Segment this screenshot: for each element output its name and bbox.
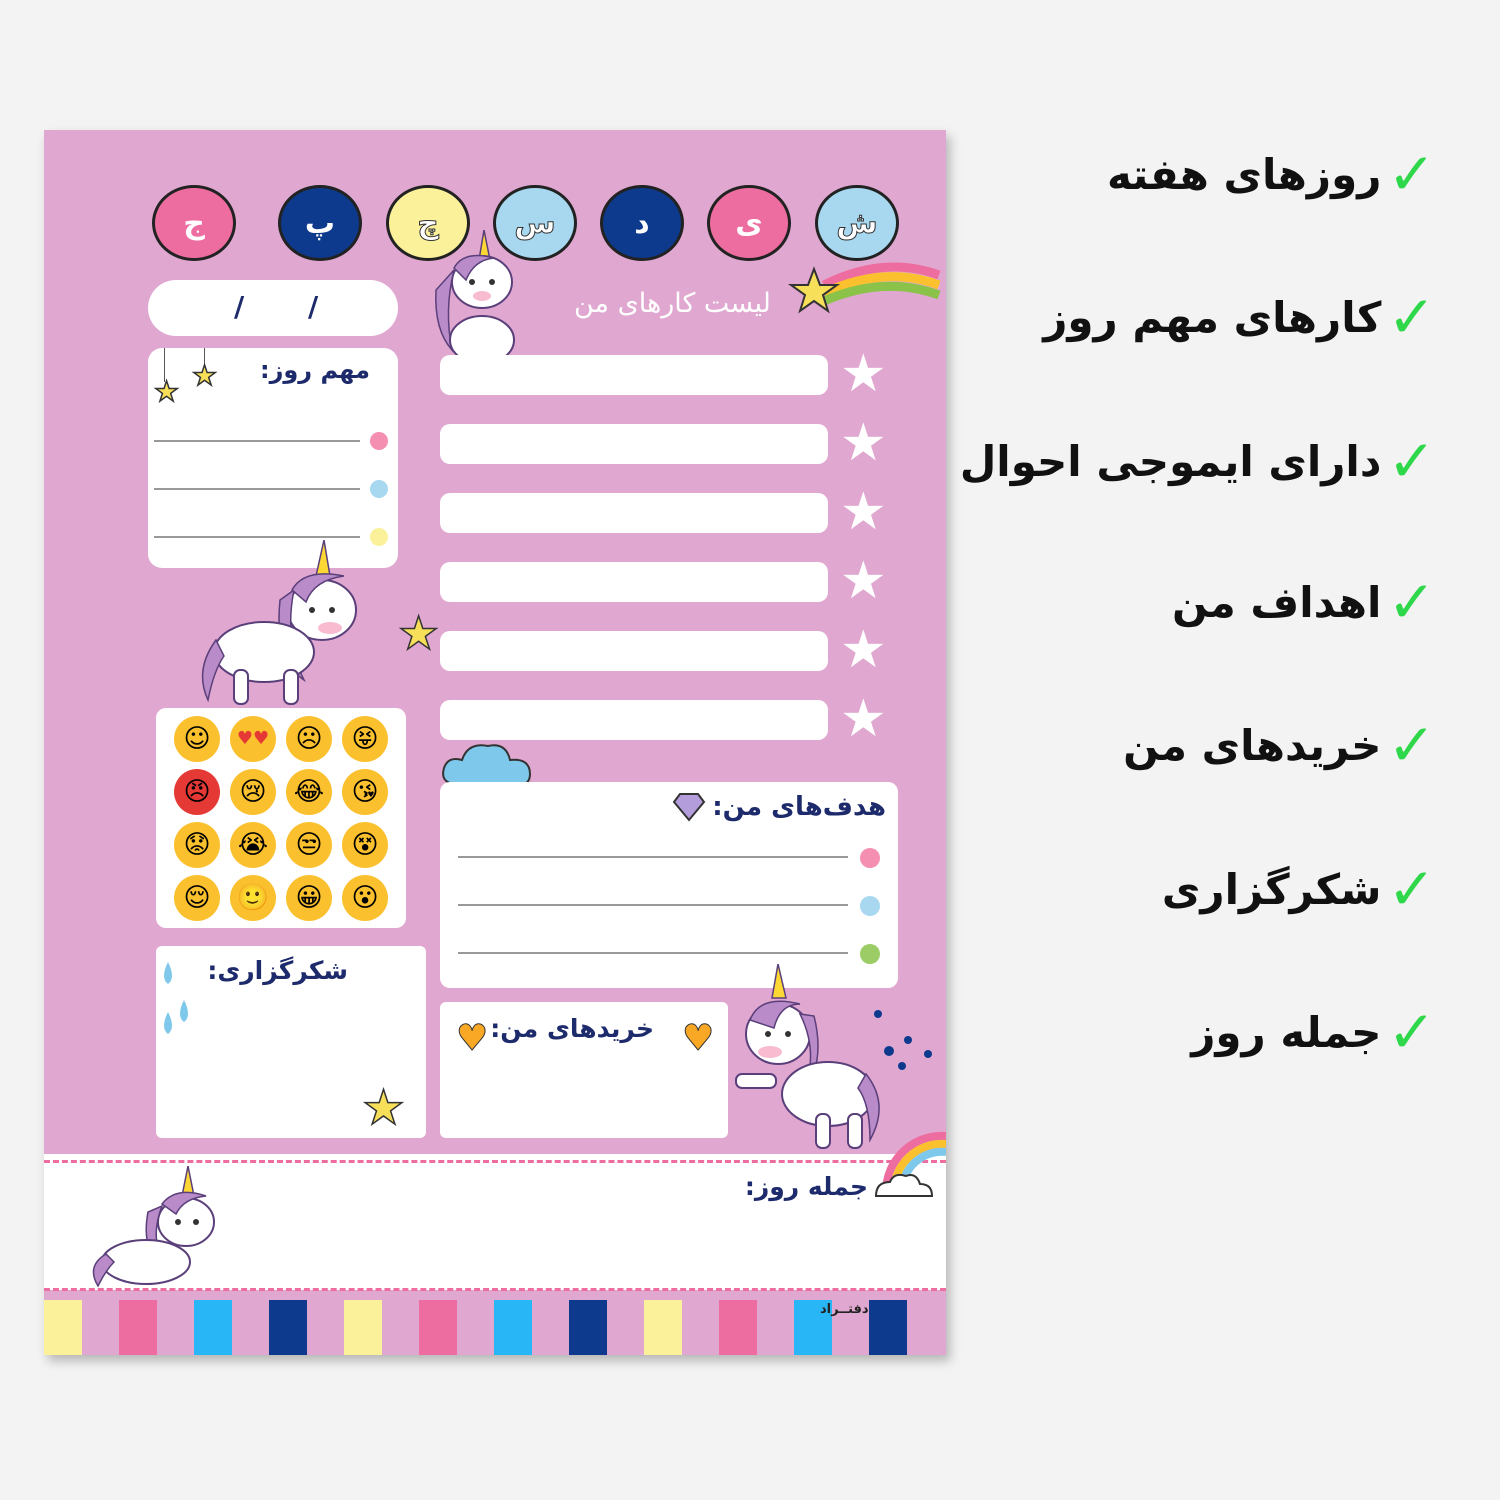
dashed-divider [44,1160,946,1163]
write-line[interactable] [154,488,360,490]
star-icon: ★ [398,606,440,660]
day-label: ی [735,205,763,241]
unicorn-illustration [730,964,890,1154]
color-stripe [644,1300,682,1355]
relieved-emoji-icon[interactable]: 😌 [174,875,220,921]
checkmark-icon: ✓ [1387,568,1436,636]
star-icon: ★ [154,375,180,408]
day-label: س [514,205,556,241]
feature-label: کارهای مهم روز [1043,292,1382,342]
star-icon: ★ [192,359,218,392]
heart-eyes-emoji-icon[interactable]: ♥♥ [230,716,276,762]
unicorn-illustration [92,1166,222,1290]
checkmark-icon: ✓ [1387,998,1436,1066]
gratitude-title: شکرگزاری: [207,956,348,985]
quote-title: جمله روز: [744,1172,868,1201]
color-stripe [269,1300,307,1355]
feature-label: خریدهای من [1123,720,1382,770]
date-separator: / [234,290,245,323]
goals-box [440,782,898,988]
rainbow-icon [872,1122,946,1198]
feature-label: جمله روز [1191,1007,1382,1057]
day-circle-mon[interactable] [600,185,684,261]
task-field-6[interactable] [440,700,828,740]
worried-emoji-icon[interactable]: 😟 [174,822,220,868]
bullet-dot [860,944,880,964]
checkmark-icon: ✓ [1387,427,1436,495]
feature-label: شکرگزاری [1161,864,1382,914]
feature-item [1123,711,1436,779]
diamond-icon [672,788,706,822]
day-label: ش [836,205,878,241]
bullet-dot [860,896,880,916]
star-icon: ★ [362,1080,406,1136]
color-stripe [194,1300,232,1355]
tasks-title: لیست کارهای من [574,288,771,319]
write-line[interactable] [458,856,848,858]
date-field[interactable] [148,280,398,336]
shooting-star-icon [784,255,944,325]
checkmark-icon: ✓ [1387,711,1436,779]
unamused-emoji-icon[interactable]: 😒 [286,822,332,868]
task-field-2[interactable] [440,424,828,464]
task-field-5[interactable] [440,631,828,671]
feature-label: دارای ایموجی احوال [959,436,1382,486]
star-icon: ★ [840,344,887,404]
color-stripe [44,1300,82,1355]
star-icon: ★ [840,689,887,749]
grin-emoji-icon[interactable]: 😀 [286,875,332,921]
feature-label: روزهای هفته [1106,149,1382,199]
gratitude-box [156,946,426,1138]
color-stripe [344,1300,382,1355]
angry-emoji-icon[interactable]: 😠 [174,769,220,815]
star-icon: ★ [840,551,887,611]
date-separator: / [308,290,319,323]
checkmark-icon: ✓ [1387,855,1436,923]
day-circle-fri[interactable] [152,185,236,261]
bullet-dot [860,848,880,868]
feature-item [1106,140,1436,208]
task-field-4[interactable] [440,562,828,602]
day-label: چ [417,205,439,241]
confetti-dots [874,1010,934,1070]
color-stripe [119,1300,157,1355]
sad-emoji-icon[interactable]: ☹ [286,716,332,762]
kiss-emoji-icon[interactable]: 😘 [342,769,388,815]
shopping-title: خریدهای من: [490,1014,654,1043]
mood-emoji-grid [156,708,406,928]
write-line[interactable] [154,440,360,442]
dizzy-emoji-icon[interactable]: 😵 [342,822,388,868]
surprised-emoji-icon[interactable]: 😮 [342,875,388,921]
color-stripe [494,1300,532,1355]
task-field-1[interactable] [440,355,828,395]
day-label: پ [304,205,336,241]
color-stripe [419,1300,457,1355]
task-field-3[interactable] [440,493,828,533]
bullet-dot [370,480,388,498]
slight-smile-emoji-icon[interactable]: 🙂 [230,875,276,921]
brand-logo-text: دفتــراد [820,1302,869,1317]
tongue-emoji-icon[interactable]: 😝 [342,716,388,762]
bullet-dot [370,432,388,450]
raindrops-icon [158,960,198,1044]
checkmark-icon: ✓ [1387,140,1436,208]
goals-title: هدف‌های من: [712,792,886,822]
important-title: مهم روز: [259,356,370,384]
sobbing-emoji-icon[interactable]: 😭 [230,822,276,868]
feature-item [1191,998,1436,1066]
write-line[interactable] [154,536,360,538]
write-line[interactable] [458,952,848,954]
feature-item [1161,855,1436,923]
color-stripe [869,1300,907,1355]
write-line[interactable] [458,904,848,906]
day-circle-sat[interactable] [815,185,899,261]
checkmark-icon: ✓ [1387,283,1436,351]
color-stripe [719,1300,757,1355]
day-circle-sun[interactable] [707,185,791,261]
heart-icon: ♥ [682,1018,715,1059]
shopping-box [440,1002,728,1138]
color-stripe [569,1300,607,1355]
laughing-emoji-icon[interactable]: 😂 [286,769,332,815]
feature-item [959,427,1436,495]
feature-label: اهداف من [1172,577,1382,627]
day-circle-thu[interactable] [278,185,362,261]
star-icon: ★ [840,620,887,680]
star-icon: ★ [840,482,887,542]
unicorn-illustration [194,540,374,710]
day-label: ج [183,205,205,241]
star-icon: ★ [840,413,887,473]
important-box [148,348,398,568]
planner-sheet [44,130,946,1355]
smile-emoji-icon[interactable]: ☺ [174,716,220,762]
feature-item [1043,283,1436,351]
crying-emoji-icon[interactable]: 😢 [230,769,276,815]
feature-item [1172,568,1436,636]
day-label: د [634,205,650,241]
heart-icon: ♥ [456,1018,489,1059]
